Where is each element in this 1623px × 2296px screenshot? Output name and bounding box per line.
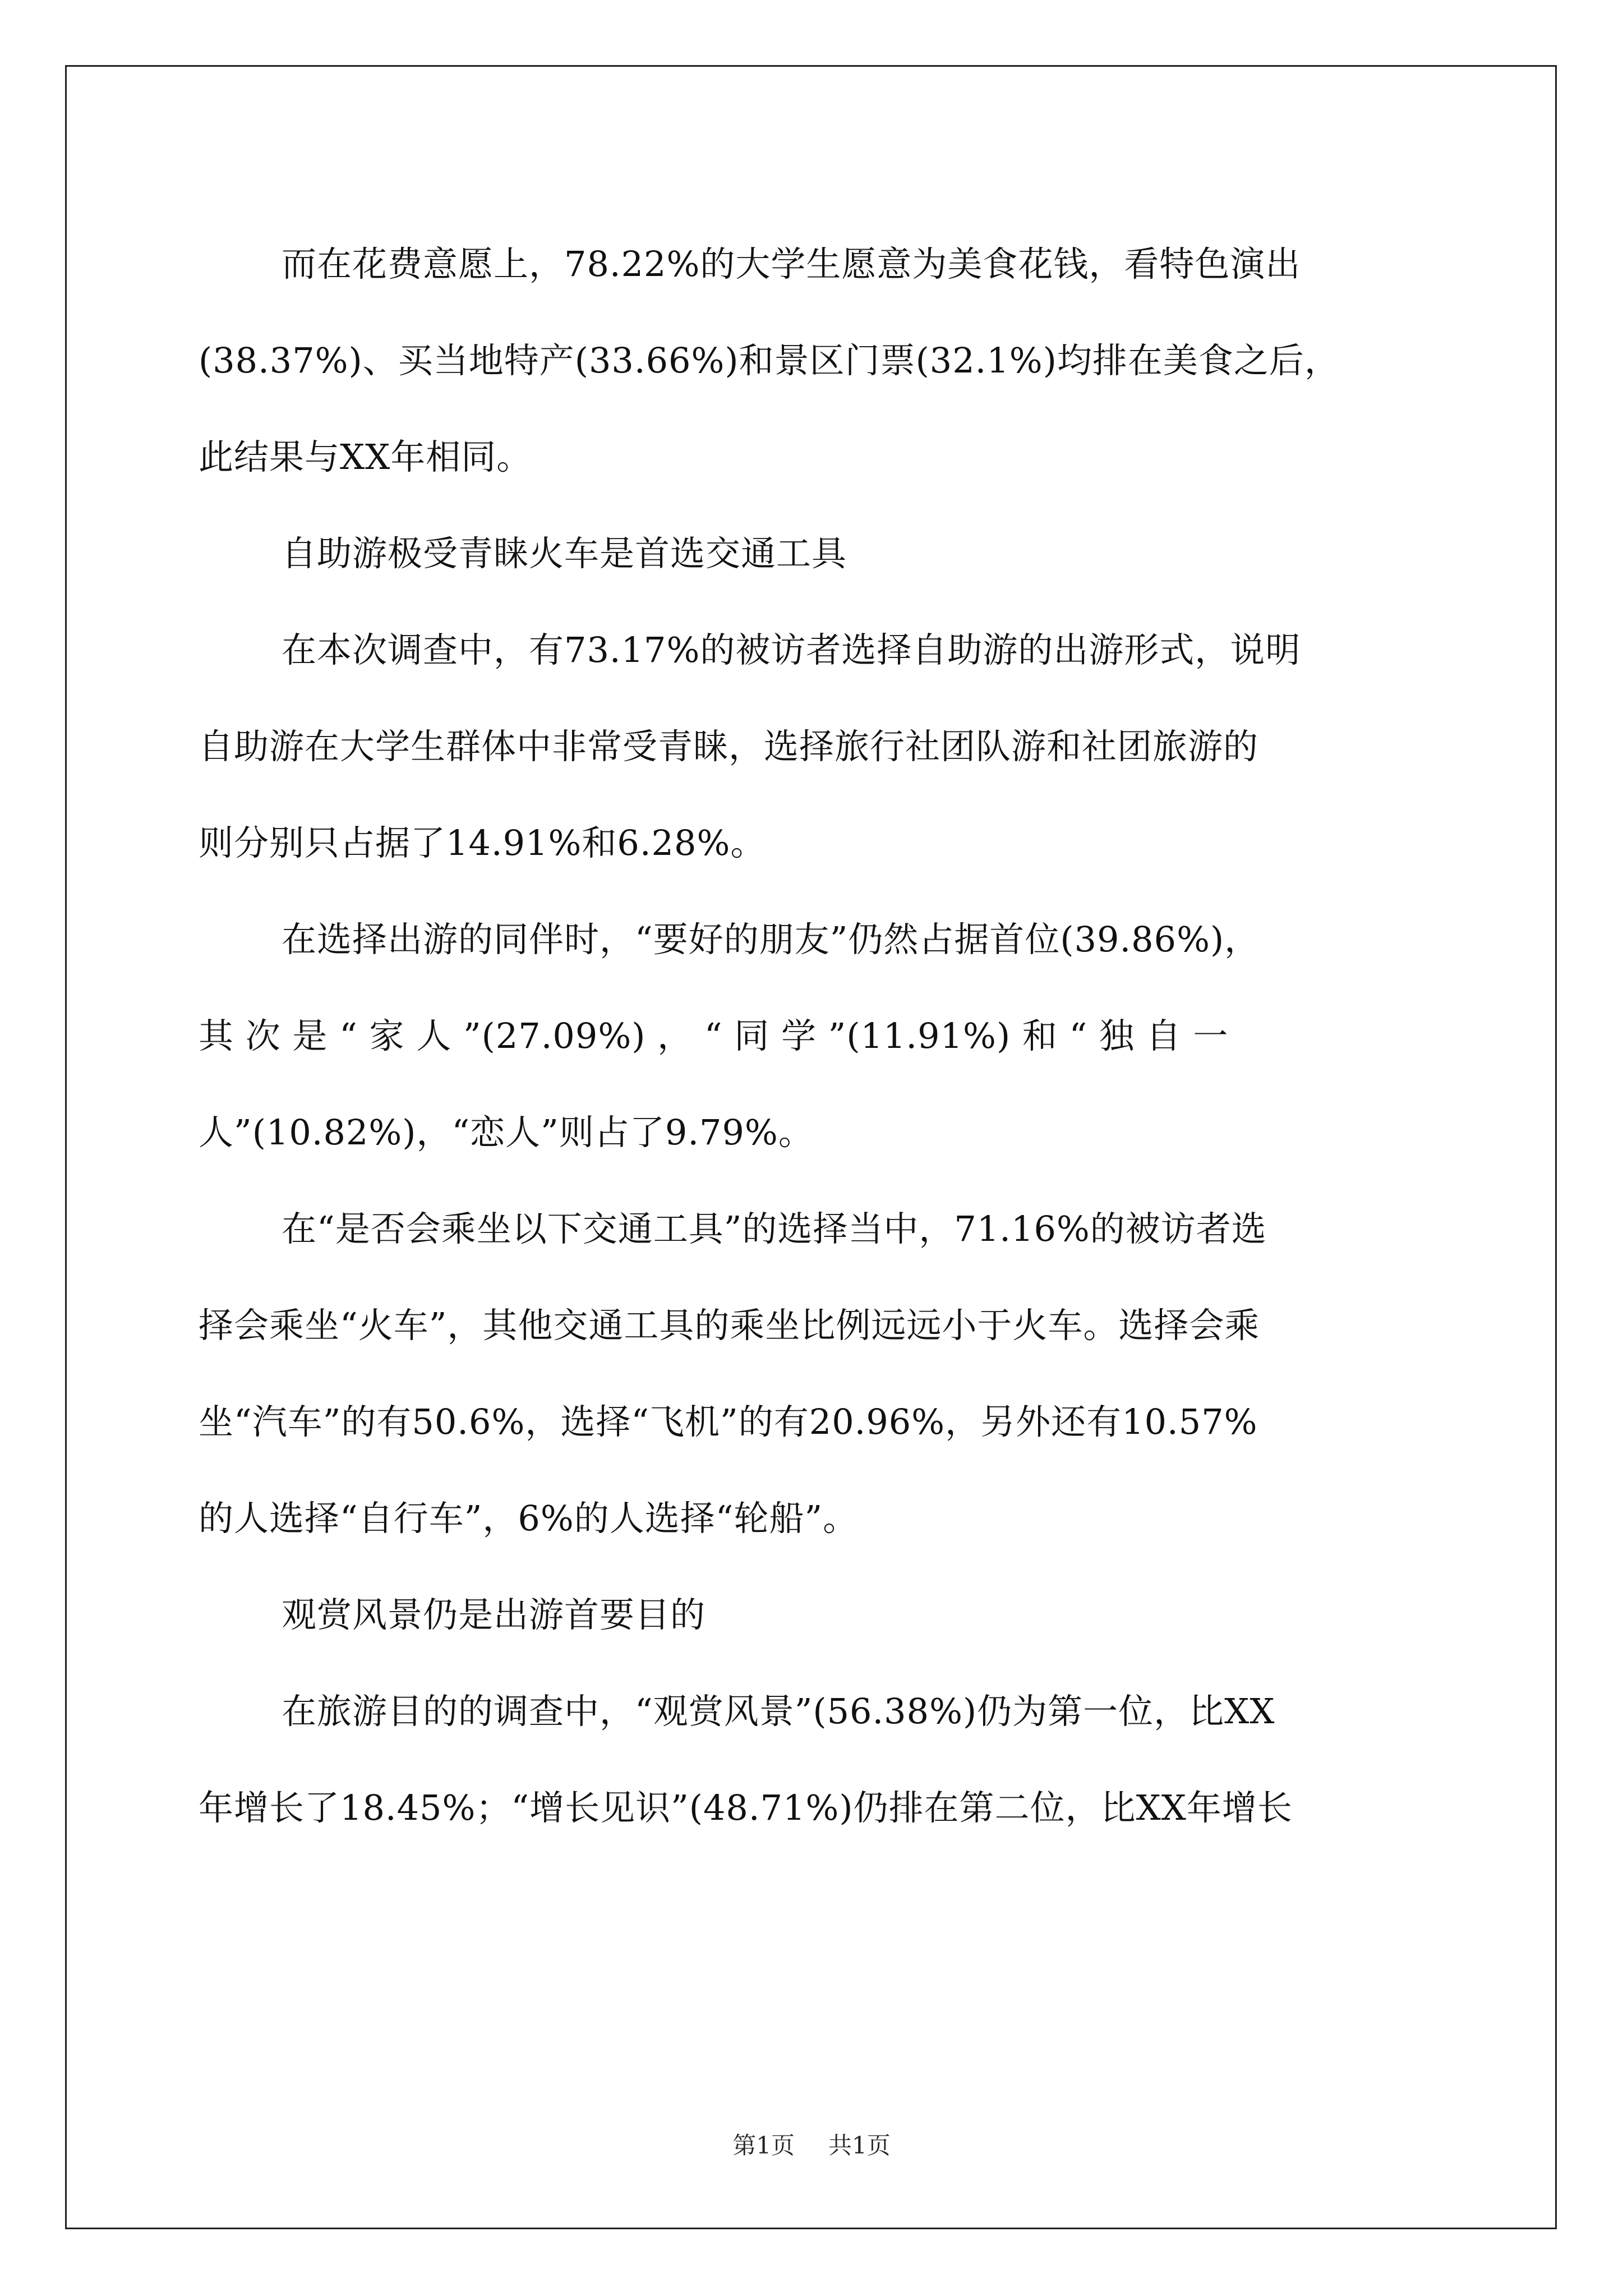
paragraph-spending-intent: 而在花费意愿上，78.22%的大学生愿意为美食花钱，看特色演出 (38.37%)、买当地特产(33.66%)和景区门票(32.1%)均排在美食之后， 此结果与XX年相同。 (199, 243, 1340, 477)
page-number: 第1页 (732, 2132, 795, 2159)
document-body (199, 216, 1455, 1856)
paragraph-travel-purpose: 在旅游目的的调查中，“观赏风景”(56.38%)仍为第一位，比XX 年增长了18.45%；“增长见识”(48.71%)仍排在第二位，比XX年增长 (199, 1691, 1293, 1828)
paragraph-transportation: 在“是否会乘坐以下交通工具”的选择当中，71.16%的被访者选 择会乘坐“火车”，其他交通工具的乘坐比例远远小于火车。选择会乘 坐“汽车”的有50.6%，选择“飞机”的有20.96%，另外还有10.57% 的人选择“自行车”，6%的人选择“轮船”。 (199, 1208, 1267, 1539)
section-heading-sightseeing: 观赏风景仍是出游首要目的 (282, 1594, 706, 1635)
paragraph-travel-form: 在本次调查中，有73.17%的被访者选择自助游的出游形式，说明 自助游在大学生群体中非常受青睐，选择旅行社团队游和社团旅游的 则分别只占据了14.91%和6.28%。 (199, 629, 1301, 863)
page-total: 共1页 (828, 2132, 891, 2159)
section-heading-self-guided-travel: 自助游极受青睐火车是首选交通工具 (282, 533, 847, 574)
paragraph-travel-companions: 在选择出游的同伴时，“要好的朋友”仍然占据首位(39.86%)， 其 次 是 “ 家 人 ”(27.09%) ， “ 同 学 ”(11.91%) 和 “ 独 自 一 人”(10.82%)，“恋人”则占了9.79%。 (199, 919, 1260, 1153)
page-footer (0, 2129, 1623, 2162)
